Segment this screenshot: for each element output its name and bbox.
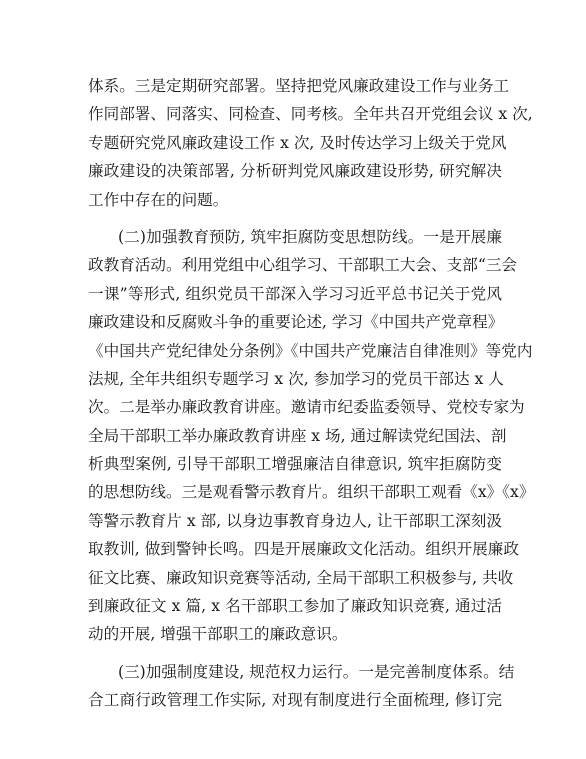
text-line: 体系。三是定期研究部署。坚持把党风廉政建设工作与业务工 <box>88 77 510 95</box>
paragraph-3 <box>88 658 515 715</box>
text-line: 征文比赛、廉政知识竞赛等活动, 全局干部职工积极参与, 共收 <box>88 568 514 587</box>
text-line: 专题研究党风廉政建设工作 x 次, 及时传达学习上级关于党风 <box>88 133 507 152</box>
text-line: 一课”等形式, 组织党员干部深入学习习近平总书记关于党风 <box>88 284 502 303</box>
text-line: 动的开展, 增强干部职工的廉政意识。 <box>88 625 348 644</box>
text-line: 合工商行政管理工作实际, 对现有制度进行全面梳理, 修订完 <box>88 691 502 710</box>
text-line: 廉政建设的决策部署, 分析研判党风廉政建设形势, 研究解决 <box>88 162 502 181</box>
document-body <box>88 72 535 715</box>
text-line: 析典型案例, 引导干部职工增强廉洁自律意识, 筑牢拒腐防变 <box>88 455 502 474</box>
text-line: 取教训, 做到警钟长鸣。四是开展廉政文化活动。组织开展廉政 <box>88 540 519 559</box>
text-line: (二)加强教育预防, 筑牢拒腐防变思想防线。一是开展廉 <box>118 227 502 246</box>
text-line: 工作中存在的问题。 <box>88 190 229 209</box>
paragraph-1 <box>88 72 533 214</box>
text-line: 廉政建设和反腐败斗争的重要论述, 学习《中国共产党章程》 <box>88 313 504 332</box>
text-line: 《中国共产党纪律处分条例》《中国共产党廉洁自律准则》等党内 <box>88 341 533 360</box>
text-line: (三)加强制度建设, 规范权力运行。一是完善制度体系。结 <box>118 662 515 681</box>
text-line: 全局干部职工举办廉政教育讲座 x 场, 通过解读党纪国法、剖 <box>88 426 507 445</box>
text-line: 次。二是举办廉政教育讲座。邀请市纪委监委领导、党校专家为 <box>88 398 525 417</box>
text-line: 的思想防线。三是观看警示教育片。组织干部职工观看《x》《x》 <box>88 483 535 502</box>
text-line: 法规, 全年共组织专题学习 x 次, 参加学习的党员干部达 x 人 <box>88 369 504 388</box>
paragraph-2 <box>88 223 535 649</box>
text-line: 政教育活动。利用党组中心组学习、干部职工大会、支部“三会 <box>88 256 518 275</box>
text-line: 作同部署、同落实、同检查、同考核。全年共召开党组会议 x 次, <box>88 105 533 124</box>
text-line: 等警示教育片 x 部, 以身边事教育身边人, 让干部职工深刻汲 <box>88 511 502 530</box>
text-line: 到廉政征文 x 篇, x 名干部职工参加了廉政知识竞赛, 通过活 <box>88 597 502 616</box>
